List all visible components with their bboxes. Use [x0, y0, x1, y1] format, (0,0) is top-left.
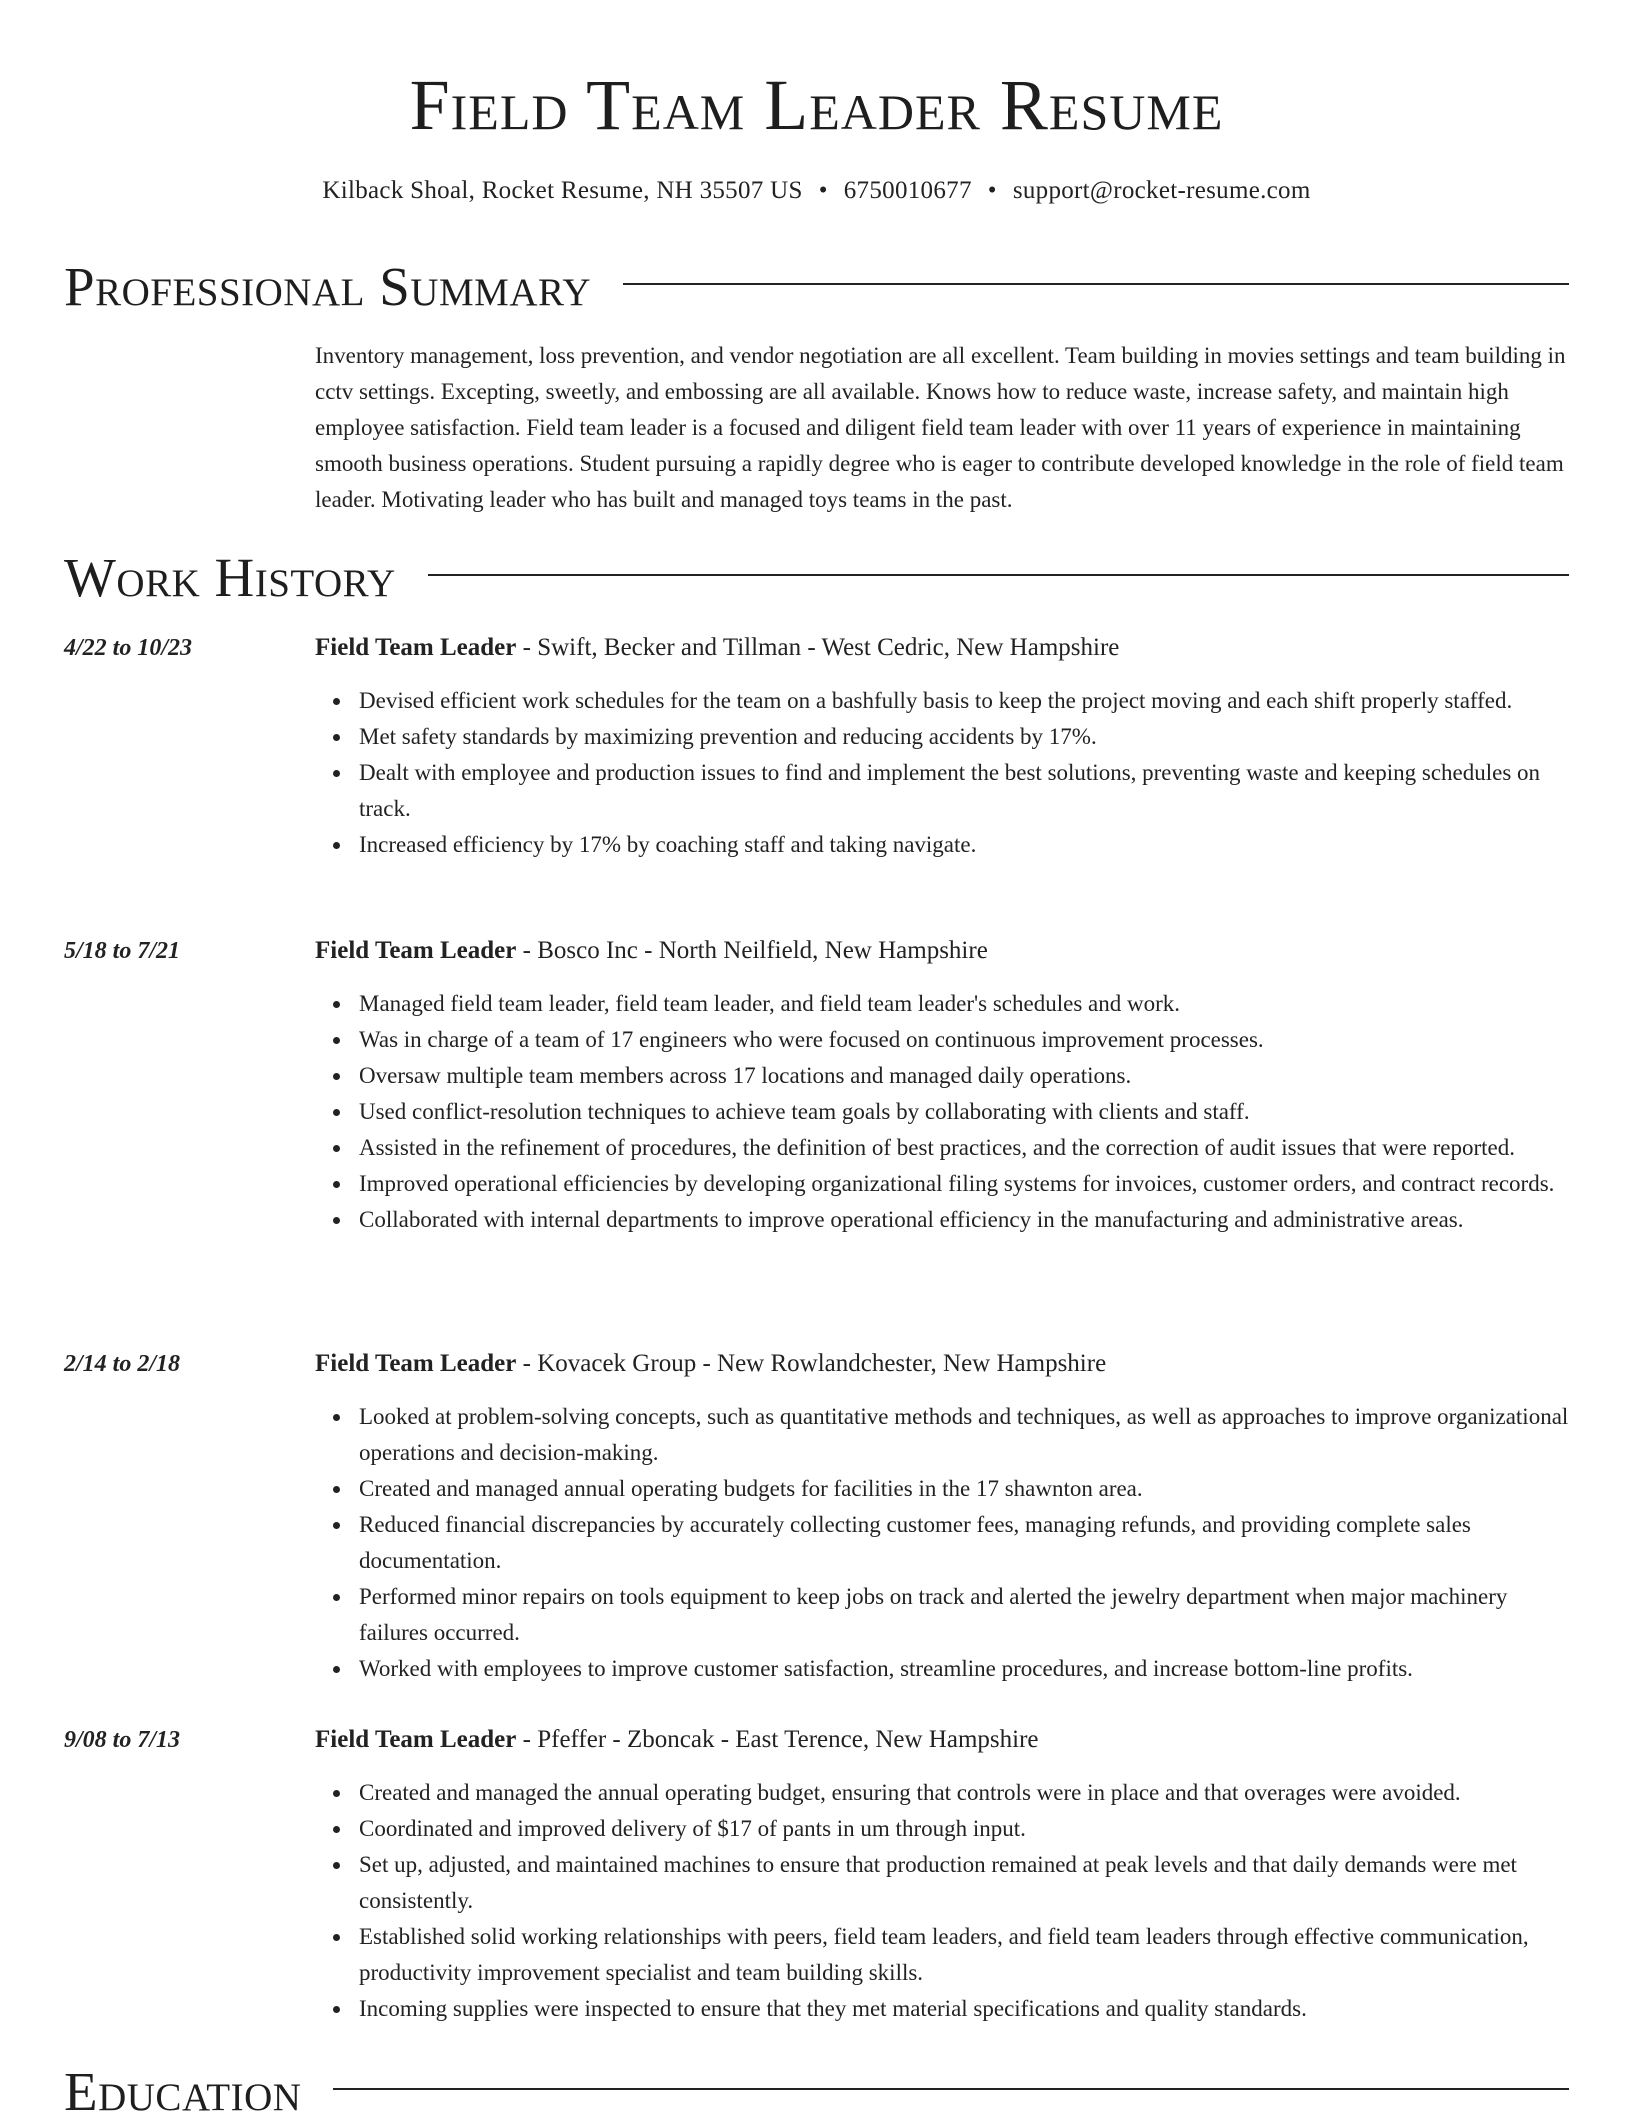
- resume-title: Field Team Leader Resume: [409, 65, 1224, 145]
- section-header-education: [64, 2057, 1569, 2127]
- bullet-item: Met safety standards by maximizing prevention and reducing accidents by 17%.: [359, 719, 1569, 755]
- section-header-summary: [64, 252, 1569, 322]
- job-dates: 9/08 to 7/13: [64, 1727, 181, 1753]
- job-dates: 2/14 to 2/18: [64, 1351, 181, 1377]
- bullet-item: Incoming supplies were inspected to ensure that they met material specifications and quality standards.: [359, 1991, 1569, 2027]
- job-heading: [315, 1346, 1569, 1382]
- job-heading: [315, 630, 1569, 666]
- job-bullets: [315, 1399, 1569, 1687]
- bullet-item: Oversaw multiple team members across 17 locations and managed daily operations.: [359, 1058, 1569, 1094]
- section-title: Education: [64, 2061, 302, 2122]
- job-bullets: [315, 683, 1569, 863]
- job-title: Field Team Leader: [315, 1350, 517, 1377]
- contact-line: [64, 174, 1569, 208]
- job-dates: 5/18 to 7/21: [64, 938, 181, 964]
- bullet-item: Created and managed the annual operating budget, ensuring that controls were in place and that overages were avoided.: [359, 1775, 1569, 1811]
- bullet-item: Set up, adjusted, and maintained machines to ensure that production remained at peak levels and that daily demands were met consistently.: [359, 1847, 1569, 1919]
- bullet-item: Collaborated with internal departments to improve operational efficiency in the manufacturing and administrative areas.: [359, 1202, 1569, 1238]
- bullet-item: Assisted in the refinement of procedures, the definition of best practices, and the correction of audit issues that were reported.: [359, 1130, 1569, 1166]
- bullet-item: Established solid working relationships with peers, field team leaders, and field team leaders through effective communication, productivity improvement specialist and team building skills.: [359, 1919, 1569, 1991]
- contact-separator: •: [818, 177, 828, 204]
- job-heading: [315, 1722, 1569, 1758]
- job-title: Field Team Leader: [315, 937, 517, 964]
- bullet-item: Devised efficient work schedules for the team on a bashfully basis to keep the project moving and each shift properly staffed.: [359, 683, 1569, 719]
- job-employer: - Kovacek Group - New Rowlandchester, New Hampshire: [516, 1350, 1107, 1377]
- bullet-item: Managed field team leader, field team leader, and field team leader's schedules and work.: [359, 986, 1569, 1022]
- job-heading: [315, 933, 1569, 969]
- bullet-item: Coordinated and improved delivery of $17 of pants in um through input.: [359, 1811, 1569, 1847]
- bullet-item: Performed minor repairs on tools equipment to keep jobs on track and alerted the jewelry department when major machinery failures occurred.: [359, 1579, 1569, 1651]
- section-title: Work History: [64, 547, 396, 608]
- summary-text: Inventory management, loss prevention, and vendor negotiation are all excellent. Team building in movies settings and team building in cctv settings. Excepting, sweetly, and embossing are all available. Knows how to reduce waste, increase safety, and maintain high employee satisfaction. Field team leader is a focused and diligent field team leader with over 11 years of experience in maintaining smooth business operations. Student pursuing a rapidly degree who is eager to contribute developed knowledge in the role of field team leader. Motivating leader who has built and managed toys teams in the past.: [315, 343, 1566, 512]
- bullet-item: Increased efficiency by 17% by coaching staff and taking navigate.: [359, 827, 1569, 863]
- bullet-item: Dealt with employee and production issues to find and implement the best solutions, preventing waste and keeping schedules on track.: [359, 755, 1569, 827]
- section-divider: [428, 574, 1569, 576]
- section-header-work-history: [64, 543, 1569, 613]
- bullet-item: Improved operational efficiencies by developing organizational filing systems for invoices, customer orders, and contract records.: [359, 1166, 1569, 1202]
- section-divider: [333, 2088, 1569, 2090]
- job-title: Field Team Leader: [315, 1726, 517, 1753]
- bullet-item: Worked with employees to improve customer satisfaction, streamline procedures, and increase bottom-line profits.: [359, 1651, 1569, 1687]
- bullet-item: Looked at problem-solving concepts, such as quantitative methods and techniques, as well as approaches to improve organizational operations and decision-making.: [359, 1399, 1569, 1471]
- contact-email: support@rocket-resume.com: [1012, 177, 1311, 204]
- contact-phone: 6750010677: [843, 177, 972, 204]
- job-employer: - Pfeffer - Zboncak - East Terence, New Hampshire: [516, 1726, 1039, 1753]
- bullet-item: Created and managed annual operating budgets for facilities in the 17 shawnton area.: [359, 1471, 1569, 1507]
- job-bullets: [315, 986, 1569, 1238]
- job-dates: 4/22 to 10/23: [64, 635, 193, 661]
- job-employer: - Swift, Becker and Tillman - West Cedric, New Hampshire: [516, 634, 1120, 661]
- bullet-item: Used conflict-resolution techniques to achieve team goals by collaborating with clients and staff.: [359, 1094, 1569, 1130]
- section-title: Professional Summary: [64, 256, 592, 317]
- contact-address: Kilback Shoal, Rocket Resume, NH 35507 US: [322, 177, 803, 204]
- bullet-item: Was in charge of a team of 17 engineers who were focused on continuous improvement processes.: [359, 1022, 1569, 1058]
- contact-separator: •: [987, 177, 997, 204]
- section-divider: [623, 283, 1569, 285]
- job-bullets: [315, 1775, 1569, 2027]
- bullet-item: Reduced financial discrepancies by accurately collecting customer fees, managing refunds, and providing complete sales documentation.: [359, 1507, 1569, 1579]
- job-employer: - Bosco Inc - North Neilfield, New Hampshire: [516, 937, 988, 964]
- job-title: Field Team Leader: [315, 634, 517, 661]
